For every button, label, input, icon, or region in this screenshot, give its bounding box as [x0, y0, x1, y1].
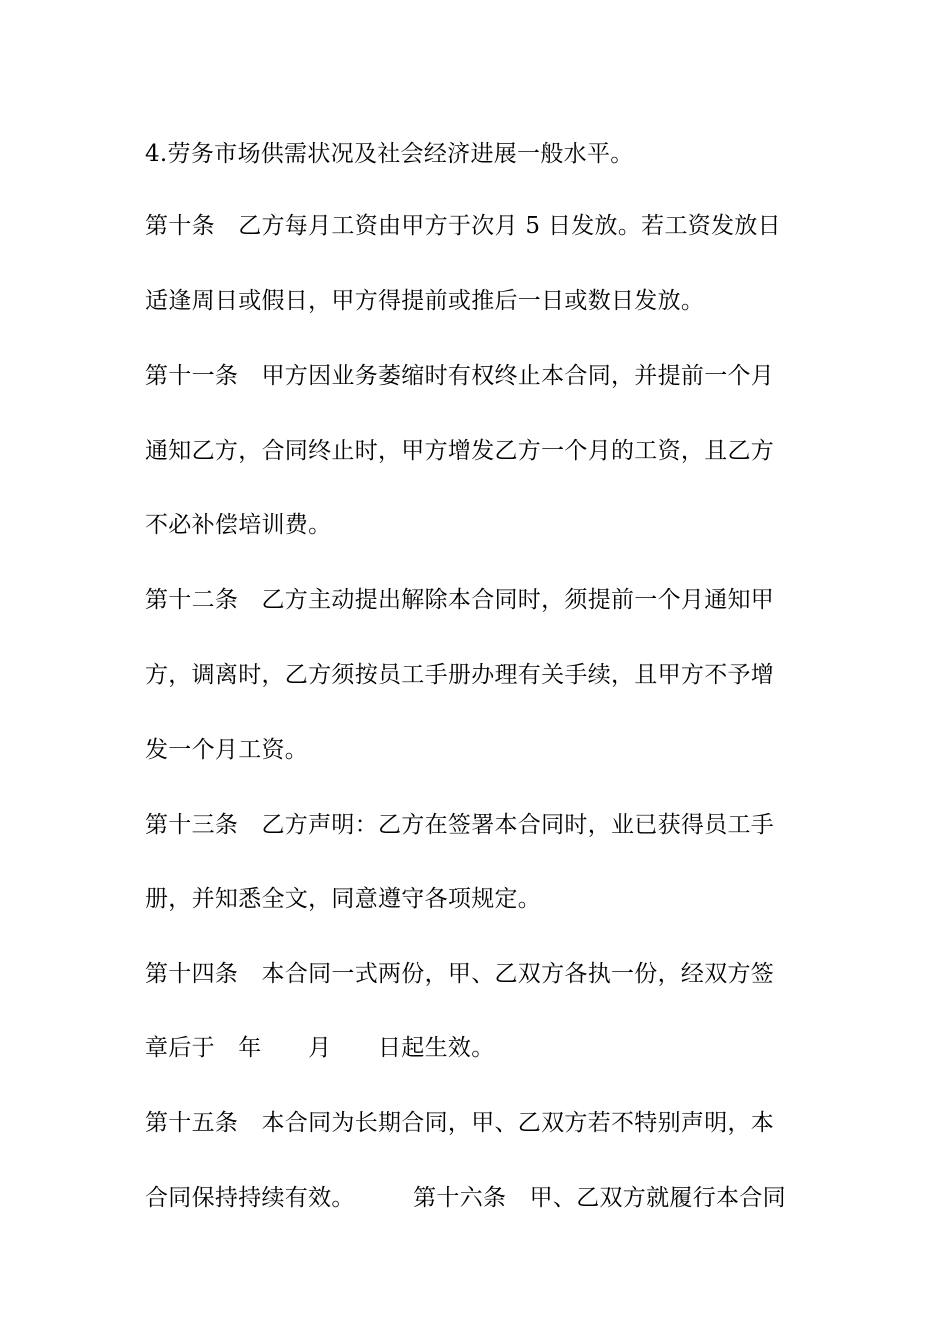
text-line: 通知乙方，合同终止时，甲方增发乙方一个月的工资，且乙方	[145, 438, 775, 464]
text-line: 第十五条 本合同为长期合同，甲、乙双方若不特别声明，本	[145, 1110, 775, 1136]
text-line: 章后于 年 月 日起生效。	[145, 1035, 495, 1061]
text-line: 第十四条 本合同一式两份，甲、乙双方各执一份，经双方签	[145, 961, 775, 987]
text-line: 合同保持持续有效。 第十六条 甲、乙双方就履行本合同	[145, 1185, 786, 1211]
text-line: 第十一条 甲方因业务萎缩时有权终止本合同，并提前一个月	[145, 363, 775, 389]
text-line: 第十三条 乙方声明：乙方在签署本合同时，业已获得员工手	[145, 812, 775, 838]
text-line: 适逢周日或假日，甲方得提前或推后一日或数日发放。	[145, 288, 705, 314]
text-line: 方，调离时，乙方须按员工手册办理有关手续，且甲方不予增	[145, 662, 775, 688]
text-line: 4.劳务市场供需状况及社会经济进展一般水平。	[145, 141, 634, 167]
text-line: 不必补偿培训费。	[145, 512, 332, 538]
text-line: 册，并知悉全文，同意遵守各项规定。	[145, 886, 542, 912]
text-line: 发一个月工资。	[145, 737, 309, 763]
text-line: 第十条 乙方每月工资由甲方于次月 5 日发放。若工资发放日	[145, 213, 781, 239]
text-line: 第十二条 乙方主动提出解除本合同时，须提前一个月通知甲	[145, 587, 775, 613]
